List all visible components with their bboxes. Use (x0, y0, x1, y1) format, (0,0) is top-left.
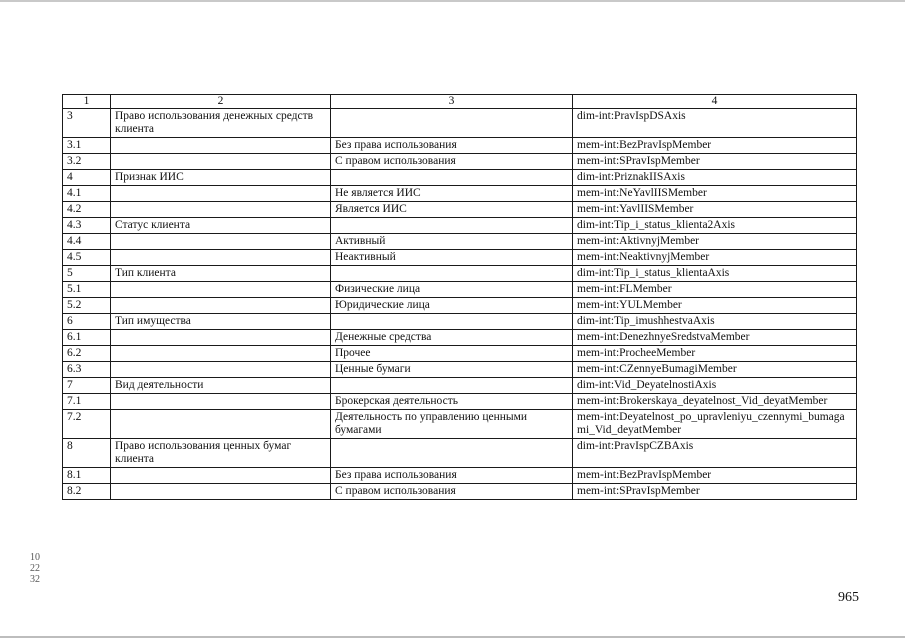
row-number-cell: 7.1 (63, 394, 111, 410)
row-value-cell (331, 378, 573, 394)
table-row (63, 346, 857, 362)
row-code-cell: mem-int:DenezhnyeSredstvaMember (573, 330, 857, 346)
table-row (63, 484, 857, 500)
row-number-cell: 7.2 (63, 410, 111, 439)
table-row (63, 186, 857, 202)
row-value-cell: Юридические лица (331, 298, 573, 314)
table-row (63, 109, 857, 138)
row-name-cell: Статус клиента (111, 218, 331, 234)
row-code-cell: dim-int:PravIspCZBAxis (573, 439, 857, 468)
row-code-cell: mem-int:Deyatelnost_po_upravleniyu_czennymi_bumagami_Vid_deyatMember (573, 410, 857, 439)
table-row (63, 410, 857, 439)
row-value-cell (331, 266, 573, 282)
row-number-cell: 6.3 (63, 362, 111, 378)
row-number-cell: 3 (63, 109, 111, 138)
row-code-cell: mem-int:AktivnyjMember (573, 234, 857, 250)
table-row (63, 154, 857, 170)
table-row (63, 439, 857, 468)
row-value-cell (331, 314, 573, 330)
table-row (63, 314, 857, 330)
table-row (63, 250, 857, 266)
row-code-cell: mem-int:CZennyeBumagiMember (573, 362, 857, 378)
row-name-cell (111, 484, 331, 500)
row-code-cell: mem-int:BezPravIspMember (573, 138, 857, 154)
row-number-cell: 4.3 (63, 218, 111, 234)
row-code-cell: mem-int:FLMember (573, 282, 857, 298)
table-body (63, 109, 857, 500)
row-number-cell: 3.2 (63, 154, 111, 170)
row-value-cell (331, 439, 573, 468)
row-number-cell: 4.5 (63, 250, 111, 266)
table-row (63, 468, 857, 484)
table-row (63, 394, 857, 410)
page-bottom-edge (0, 636, 905, 638)
header-cell-3: 3 (331, 95, 573, 109)
row-code-cell: mem-int:YULMember (573, 298, 857, 314)
row-name-cell (111, 346, 331, 362)
row-number-cell: 3.1 (63, 138, 111, 154)
row-name-cell (111, 410, 331, 439)
row-name-cell: Право использования ценных бумаг клиента (111, 439, 331, 468)
row-code-cell: dim-int:Tip_imushhestvaAxis (573, 314, 857, 330)
table-row (63, 282, 857, 298)
row-number-cell: 5.2 (63, 298, 111, 314)
table-header-row (63, 95, 857, 109)
row-value-cell (331, 109, 573, 138)
row-code-cell: mem-int:BezPravIspMember (573, 468, 857, 484)
row-name-cell (111, 234, 331, 250)
row-name-cell (111, 186, 331, 202)
row-name-cell (111, 468, 331, 484)
row-code-cell: dim-int:PriznakIISAxis (573, 170, 857, 186)
row-name-cell (111, 282, 331, 298)
row-value-cell: Активный (331, 234, 573, 250)
row-name-cell: Вид деятельности (111, 378, 331, 394)
table-row (63, 234, 857, 250)
row-code-cell: mem-int:Brokerskaya_deyatelnost_Vid_deyatMember (573, 394, 857, 410)
row-number-cell: 4.4 (63, 234, 111, 250)
row-number-cell: 4.2 (63, 202, 111, 218)
table-row (63, 170, 857, 186)
row-value-cell (331, 170, 573, 186)
row-number-cell: 4 (63, 170, 111, 186)
header-cell-4: 4 (573, 95, 857, 109)
row-number-cell: 7 (63, 378, 111, 394)
row-number-cell: 8.1 (63, 468, 111, 484)
row-value-cell: Прочее (331, 346, 573, 362)
margin-marks: 10 22 32 (30, 552, 40, 585)
row-value-cell: Деятельность по управлению ценными бумагами (331, 410, 573, 439)
row-name-cell (111, 362, 331, 378)
page-number: 965 (838, 590, 859, 605)
row-number-cell: 6 (63, 314, 111, 330)
header-cell-2: 2 (111, 95, 331, 109)
row-code-cell: dim-int:Vid_DeyatelnostiAxis (573, 378, 857, 394)
row-code-cell: dim-int:PravIspDSAxis (573, 109, 857, 138)
row-code-cell: mem-int:NeaktivnyjMember (573, 250, 857, 266)
table-row (63, 202, 857, 218)
row-name-cell: Тип имущества (111, 314, 331, 330)
row-value-cell (331, 218, 573, 234)
row-value-cell: Не является ИИС (331, 186, 573, 202)
table-row (63, 298, 857, 314)
row-value-cell: Неактивный (331, 250, 573, 266)
row-name-cell (111, 298, 331, 314)
table-row (63, 266, 857, 282)
table-row (63, 330, 857, 346)
row-name-cell: Признак ИИС (111, 170, 331, 186)
row-name-cell (111, 394, 331, 410)
row-number-cell: 8 (63, 439, 111, 468)
row-number-cell: 4.1 (63, 186, 111, 202)
table-row (63, 138, 857, 154)
row-number-cell: 5.1 (63, 282, 111, 298)
row-name-cell (111, 250, 331, 266)
row-name-cell (111, 154, 331, 170)
table-row (63, 362, 857, 378)
row-value-cell: Брокерская деятельность (331, 394, 573, 410)
row-number-cell: 6.2 (63, 346, 111, 362)
row-code-cell: mem-int:ProcheeMember (573, 346, 857, 362)
row-value-cell: Без права использования (331, 468, 573, 484)
row-number-cell: 6.1 (63, 330, 111, 346)
row-code-cell: mem-int:SPravIspMember (573, 154, 857, 170)
row-name-cell: Тип клиента (111, 266, 331, 282)
row-value-cell: Без права использования (331, 138, 573, 154)
row-number-cell: 8.2 (63, 484, 111, 500)
page-top-edge (0, 0, 905, 2)
row-value-cell: Является ИИС (331, 202, 573, 218)
row-name-cell: Право использования денежных средств клиента (111, 109, 331, 138)
row-code-cell: mem-int:SPravIspMember (573, 484, 857, 500)
row-value-cell: Денежные средства (331, 330, 573, 346)
row-value-cell: Физические лица (331, 282, 573, 298)
taxonomy-table (62, 94, 857, 500)
row-code-cell: dim-int:Tip_i_status_klienta2Axis (573, 218, 857, 234)
row-code-cell: mem-int:YavlIISMember (573, 202, 857, 218)
table-row (63, 378, 857, 394)
row-name-cell (111, 202, 331, 218)
row-number-cell: 5 (63, 266, 111, 282)
row-value-cell: С правом использования (331, 154, 573, 170)
row-value-cell: Ценные бумаги (331, 362, 573, 378)
row-code-cell: mem-int:NeYavlIISMember (573, 186, 857, 202)
row-code-cell: dim-int:Tip_i_status_klientaAxis (573, 266, 857, 282)
header-cell-1: 1 (63, 95, 111, 109)
table-row (63, 218, 857, 234)
row-name-cell (111, 330, 331, 346)
row-value-cell: С правом использования (331, 484, 573, 500)
row-name-cell (111, 138, 331, 154)
